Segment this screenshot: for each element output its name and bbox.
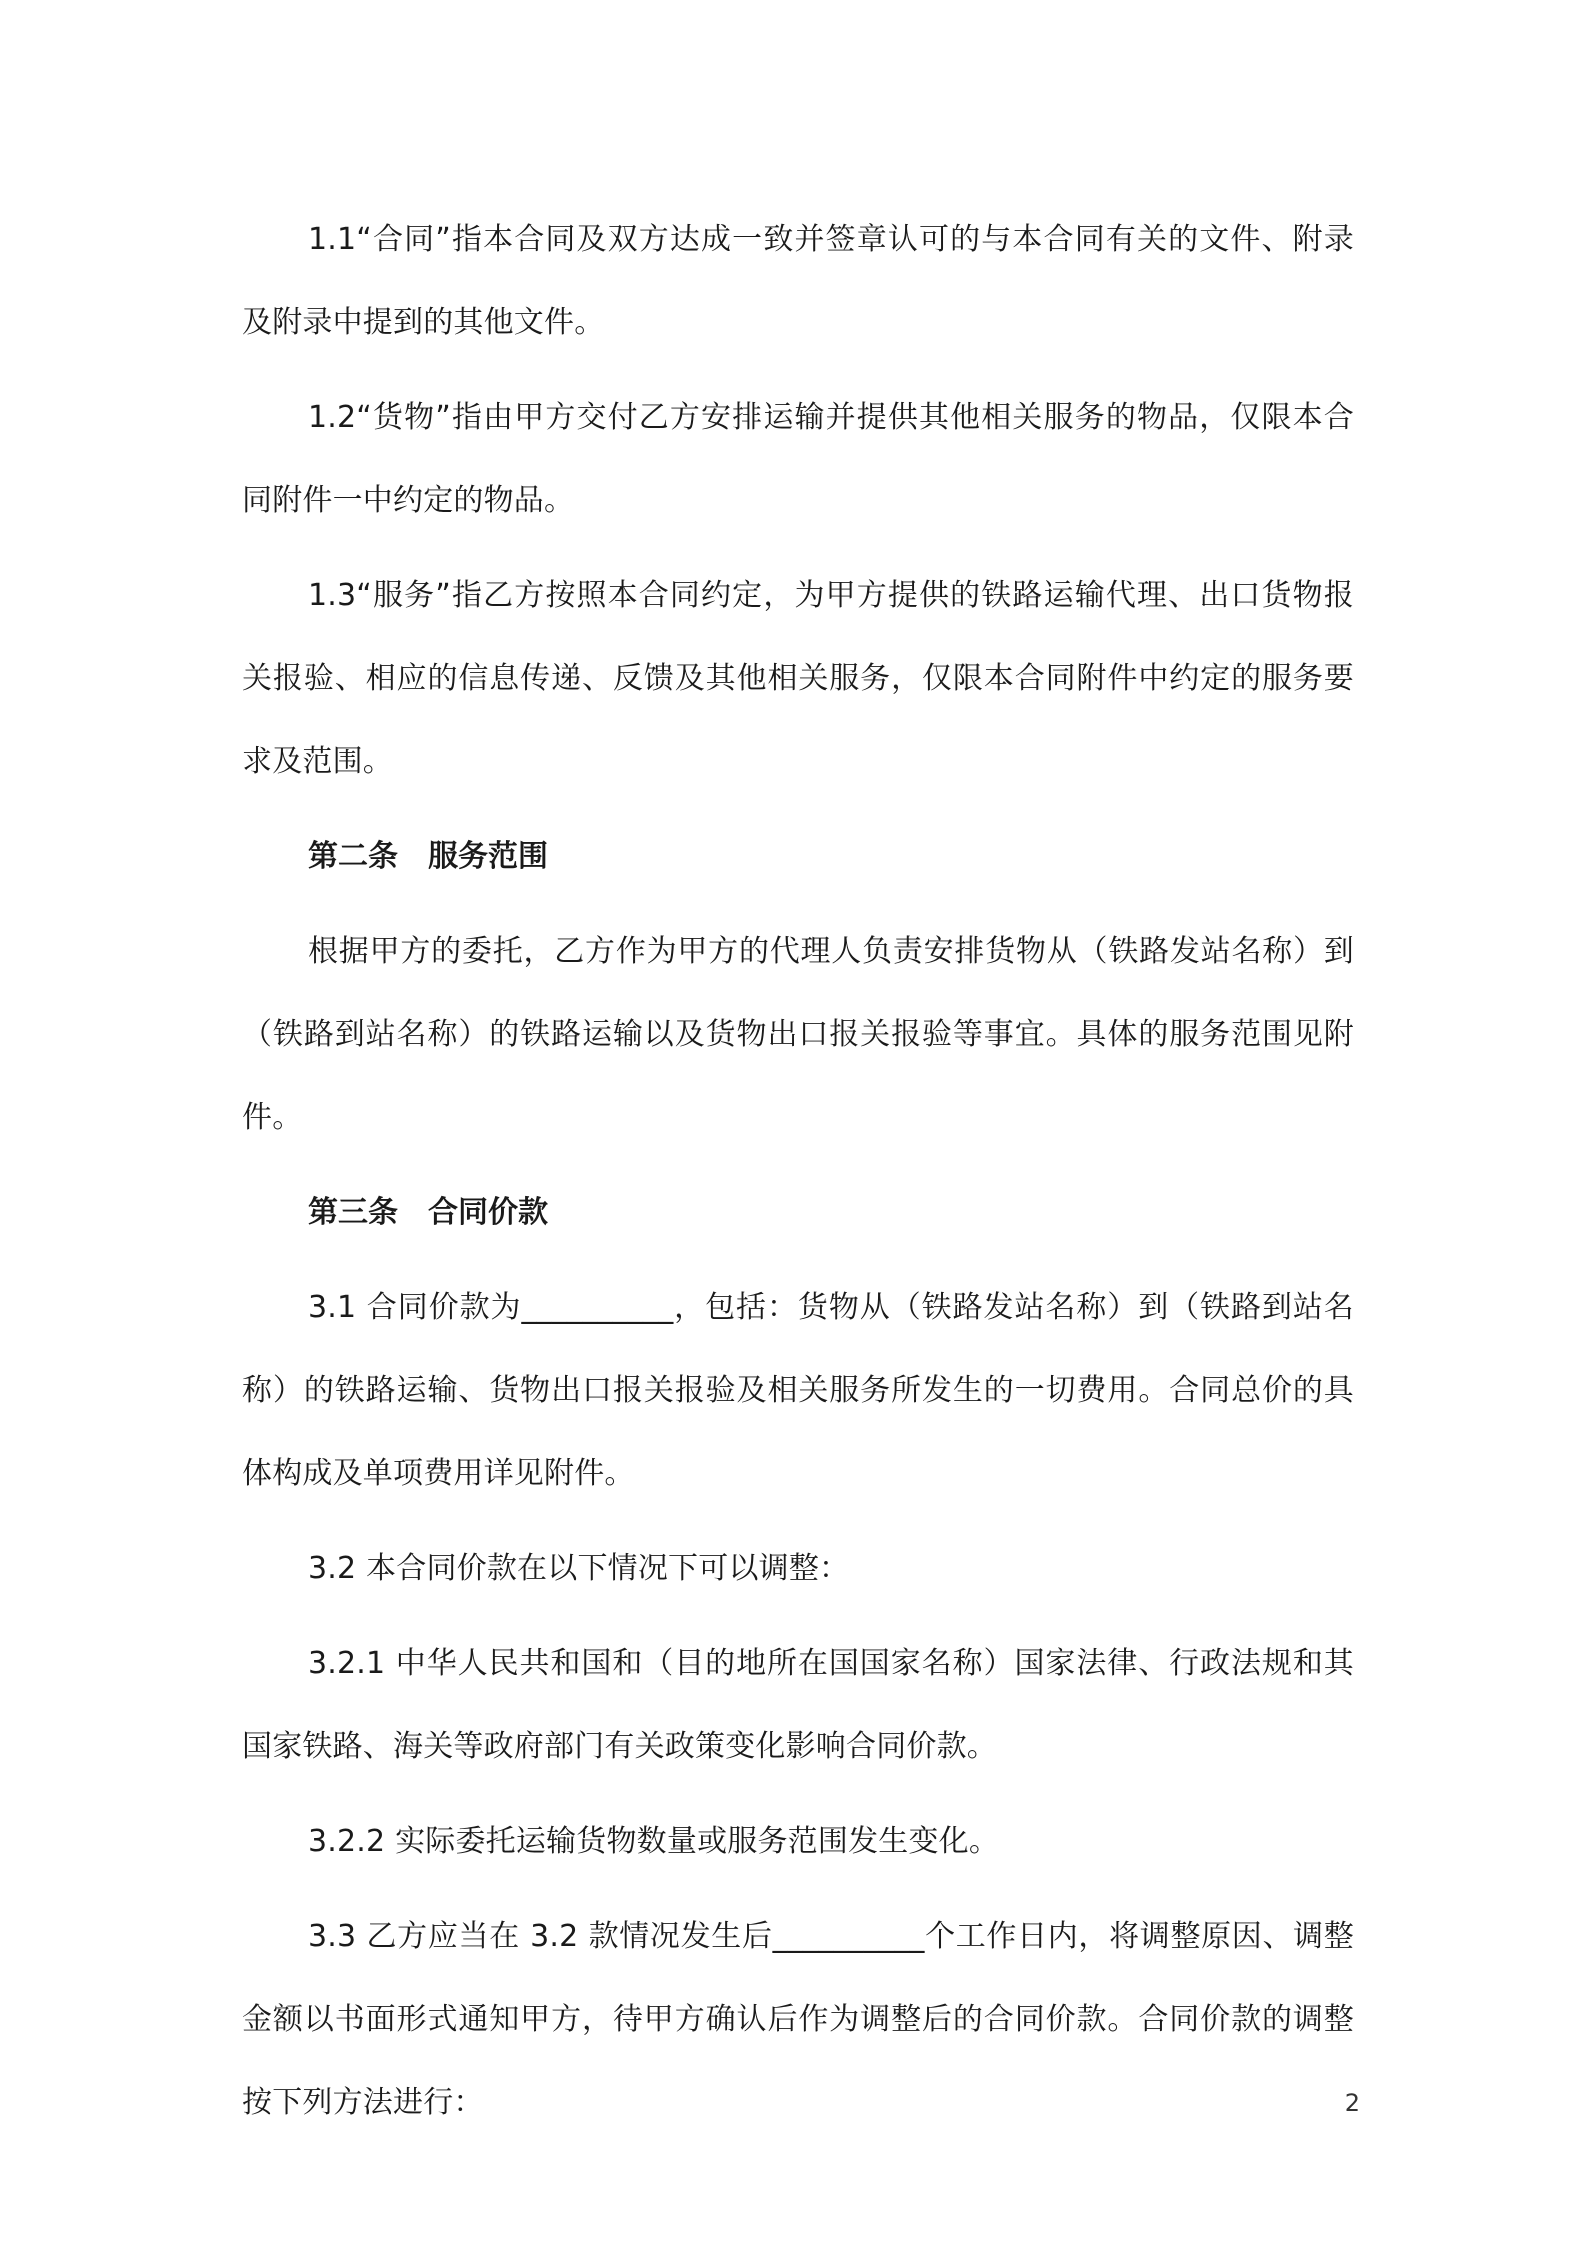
clause-3-1: 3.1 合同价款为__________，包括：货物从（铁路发站名称）到（铁路到站名称）的铁路运输、货物出口报关报验及相关服务所发生的一切费用。合同总价的具体构成及单项费用详见附件。 <box>242 1290 1354 1491</box>
article-2-heading: 第二条 服务范围 <box>308 839 548 874</box>
document-body <box>242 198 1354 2156</box>
clause-3-3: 3.3 乙方应当在 3.2 款情况发生后__________个工作日内，将调整原因、调整金额以书面形式通知甲方，待甲方确认后作为调整后的合同价款。合同价款的调整按下列方法进行： <box>242 1919 1354 2120</box>
clause-1-2: 1.2“货物”指由甲方交付乙方安排运输并提供其他相关服务的物品，仅限本合同附件一中约定的物品。 <box>242 400 1354 518</box>
clause-1-3: 1.3“服务”指乙方按照本合同约定，为甲方提供的铁路运输代理、出口货物报关报验、相应的信息传递、反馈及其他相关服务，仅限本合同附件中约定的服务要求及范围。 <box>242 578 1354 779</box>
article-2-body: 根据甲方的委托，乙方作为甲方的代理人负责安排货物从（铁路发站名称）到（铁路到站名称）的铁路运输以及货物出口报关报验等事宜。具体的服务范围见附件。 <box>242 934 1354 1135</box>
clause-3-2-1: 3.2.1 中华人民共和国和（目的地所在国国家名称）国家法律、行政法规和其国家铁路、海关等政府部门有关政策变化影响合同价款。 <box>242 1646 1354 1764</box>
page-number: 2 <box>1344 2089 1360 2117</box>
clause-1-1: 1.1“合同”指本合同及双方达成一致并签章认可的与本合同有关的文件、附录及附录中提到的其他文件。 <box>242 222 1354 340</box>
clause-3-2: 3.2 本合同价款在以下情况下可以调整： <box>308 1551 850 1586</box>
clause-3-2-2: 3.2.2 实际委托运输货物数量或服务范围发生变化。 <box>308 1824 1000 1859</box>
article-3-heading: 第三条 合同价款 <box>308 1195 548 1230</box>
